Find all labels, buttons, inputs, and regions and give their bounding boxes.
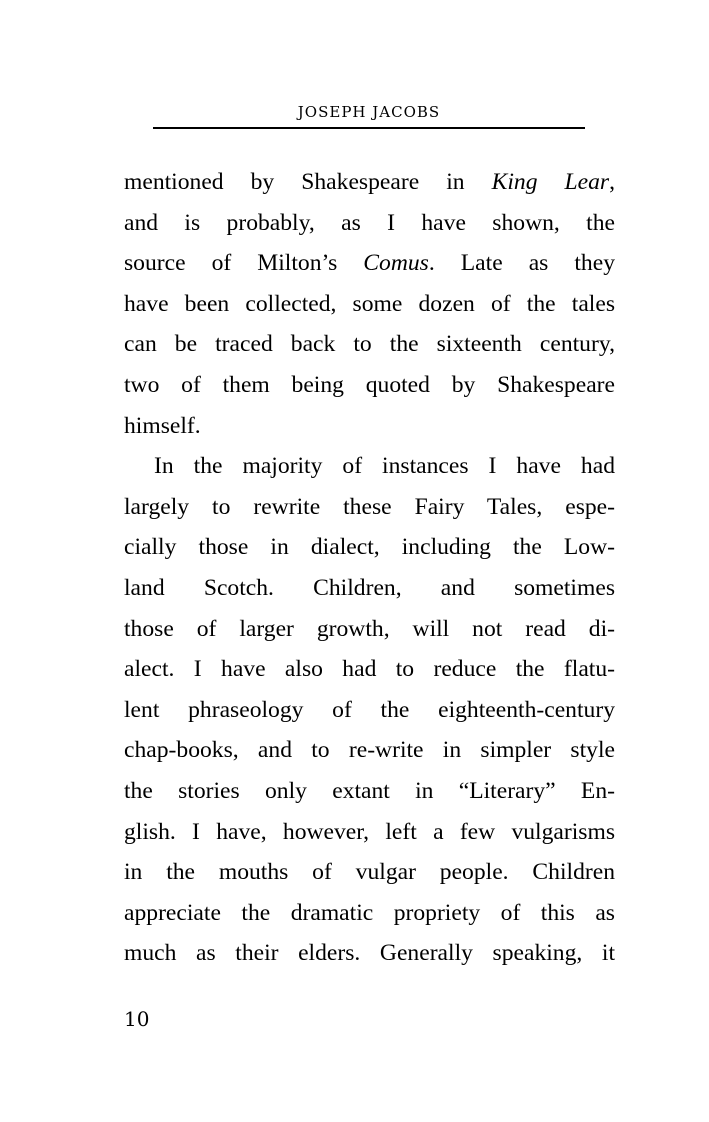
text-line: source of Milton’s Comus. Late as they	[124, 250, 615, 277]
text-line: have been collected, some dozen of the tales	[124, 290, 615, 317]
body-text	[124, 162, 615, 974]
paragraph-1	[124, 162, 615, 446]
header-rule	[153, 127, 585, 129]
text-line: lent phraseology of the eighteenth-century	[124, 696, 615, 723]
paragraph-2	[124, 446, 615, 974]
text-line: and is probably, as I have shown, the	[124, 209, 615, 236]
text-line: mentioned by Shakespeare in King Lear,	[124, 169, 616, 195]
text-line: himself.	[124, 412, 201, 439]
text-line: alect. I have also had to reduce the flatu-	[124, 656, 615, 683]
text-line: can be traced back to the sixteenth century,	[124, 331, 615, 358]
text-line: those of larger growth, will not read di-	[124, 615, 615, 642]
text-line: chap-books, and to re-write in simpler style	[124, 737, 615, 764]
text-line: in the mouths of vulgar people. Children	[124, 859, 615, 886]
text-line: appreciate the dramatic propriety of this as	[124, 899, 615, 926]
title-comus: Comus	[363, 250, 429, 277]
text-line: much as their elders. Generally speaking, it	[124, 940, 615, 967]
text-line: two of them being quoted by Shakespeare	[124, 371, 615, 398]
text-line: In the majority of instances I have had	[154, 453, 615, 480]
text-line: land Scotch. Children, and sometimes	[124, 574, 615, 601]
title-king-lear: King Lear	[491, 169, 610, 195]
page-number: 10	[124, 1007, 150, 1031]
text-line: glish. I have, however, left a few vulgarisms	[124, 818, 615, 845]
running-head: JOSEPH JACOBS	[297, 103, 441, 121]
text-line: largely to rewrite these Fairy Tales, espe-	[124, 493, 615, 520]
text-line: cially those in dialect, including the Low-	[124, 534, 615, 561]
text-line: the stories only extant in “Literary” En-	[124, 777, 615, 804]
